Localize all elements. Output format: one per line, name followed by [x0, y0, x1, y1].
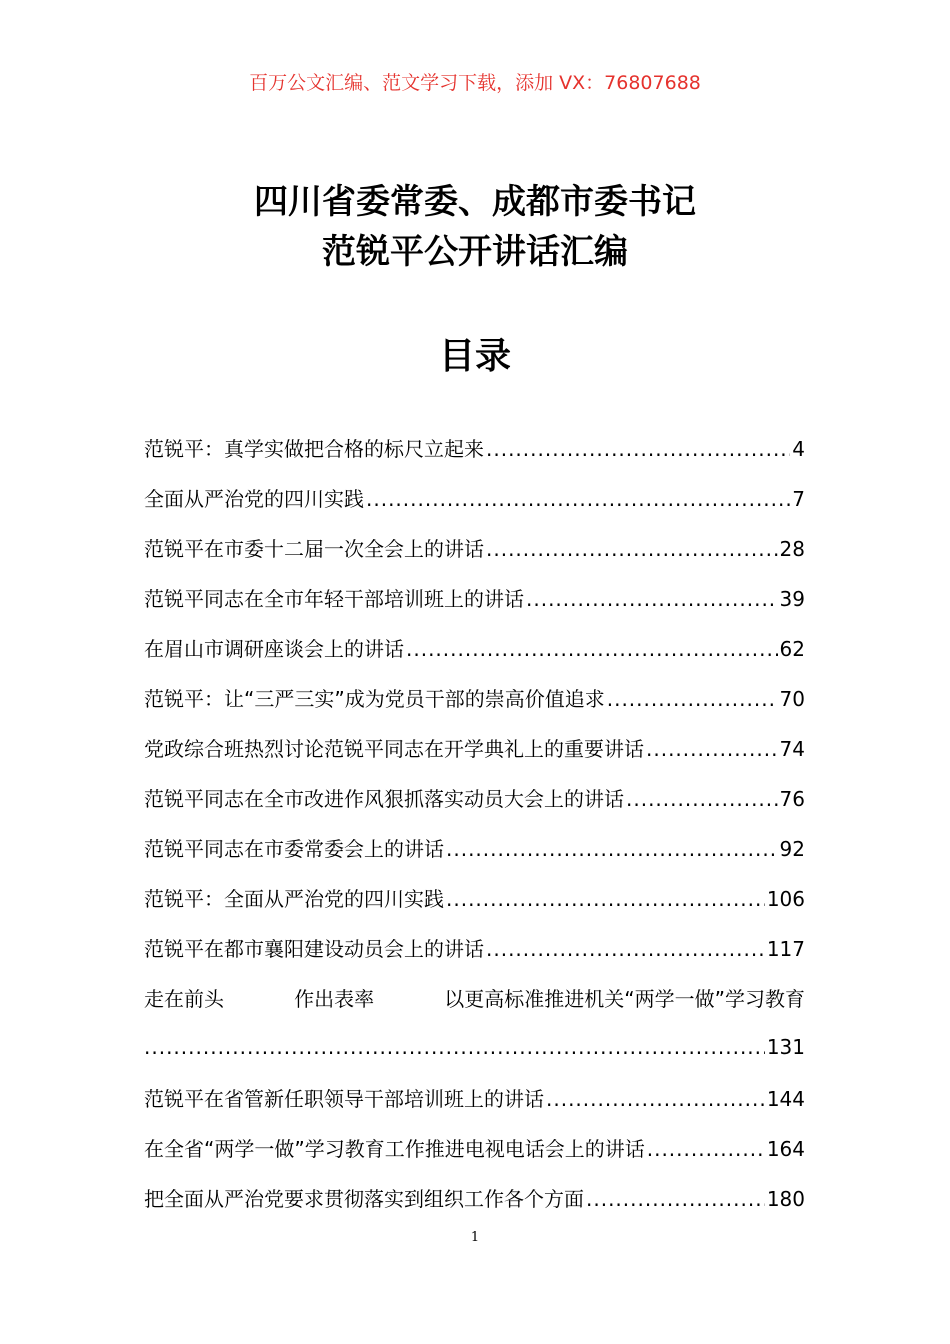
toc-entry-page: 131	[766, 1035, 805, 1059]
toc-entry-title-part: 以更高标准推进机关“两学一做”学习教育	[444, 987, 805, 1011]
toc-entry-title: 范锐平在市委十二届一次全会上的讲话	[144, 537, 484, 561]
dot-leader	[144, 1030, 765, 1064]
dot-leader	[586, 1182, 765, 1216]
toc-entry-page: 62	[779, 637, 805, 661]
toc-entry[interactable]	[144, 1082, 805, 1132]
toc-entry[interactable]	[144, 932, 805, 982]
toc-entry[interactable]	[144, 1182, 805, 1232]
dot-leader	[546, 1082, 765, 1116]
dot-leader	[647, 1132, 765, 1166]
toc-entry-title: 范锐平同志在全市改进作风狠抓落实动员大会上的讲话	[144, 787, 624, 811]
document-title-line2: 范锐平公开讲话汇编	[322, 232, 628, 272]
toc-entry-page: 92	[779, 837, 805, 861]
toc-entry-page: 4	[792, 437, 805, 461]
dot-leader	[446, 832, 778, 866]
toc-entry-title: 范锐平同志在市委常委会上的讲话	[144, 837, 444, 861]
page-number: 1	[470, 1230, 480, 1245]
dot-leader	[526, 582, 778, 616]
toc-entry-title: 在眉山市调研座谈会上的讲话	[144, 637, 404, 661]
dot-leader	[366, 482, 790, 516]
toc-entry-page: 7	[792, 487, 805, 511]
document-title-line1: 四川省委常委、成都市委书记	[254, 182, 696, 222]
toc-entry-title: 在全省“两学一做”学习教育工作推进电视电话会上的讲话	[144, 1137, 645, 1161]
dot-leader	[486, 532, 778, 566]
toc-entry-title: 把全面从严治党要求贯彻落实到组织工作各个方面	[144, 1187, 584, 1211]
dot-leader	[406, 632, 778, 666]
toc-entry[interactable]	[144, 582, 805, 632]
toc-entry-title: 范锐平：全面从严治党的四川实践	[144, 887, 444, 911]
dot-leader	[446, 882, 765, 916]
dot-leader	[486, 932, 765, 966]
toc-entry-title: 范锐平在省管新任职领导干部培训班上的讲话	[144, 1087, 544, 1111]
toc-entry-page: 74	[779, 737, 805, 761]
toc-entry-page: 39	[779, 587, 805, 611]
toc-entry-page: 144	[766, 1087, 805, 1111]
toc-entry[interactable]	[144, 832, 805, 882]
toc-entry[interactable]	[144, 432, 805, 482]
toc-entry[interactable]	[144, 782, 805, 832]
toc-entry[interactable]	[144, 682, 805, 732]
toc-entry-title: 范锐平：真学实做把合格的标尺立起来	[144, 437, 484, 461]
toc-entry[interactable]	[144, 1132, 805, 1182]
table-of-contents	[144, 432, 805, 1232]
toc-entry[interactable]	[144, 632, 805, 682]
toc-entry-page: 164	[766, 1137, 805, 1161]
toc-entry[interactable]	[144, 482, 805, 532]
toc-entry-page: 28	[779, 537, 805, 561]
toc-entry[interactable]	[144, 732, 805, 782]
toc-entry-page: 70	[779, 687, 805, 711]
toc-entry-title: 党政综合班热烈讨论范锐平同志在开学典礼上的重要讲话	[144, 737, 644, 761]
toc-entry-title: 范锐平：让“三严三实”成为党员干部的崇高价值追求	[144, 687, 605, 711]
dot-leader	[607, 682, 778, 716]
toc-entry-page: 106	[766, 887, 805, 911]
toc-entry-title: 全面从严治党的四川实践	[144, 487, 364, 511]
toc-entry-page: 117	[766, 937, 805, 961]
toc-heading: 目录	[438, 336, 511, 377]
toc-entry-page: 180	[766, 1187, 805, 1211]
dot-leader	[626, 782, 778, 816]
toc-entry-page: 76	[779, 787, 805, 811]
toc-entry-title-part: 走在前头	[144, 987, 224, 1011]
toc-entry[interactable]	[144, 532, 805, 582]
toc-entry[interactable]	[144, 882, 805, 932]
toc-entry-title-part: 作出表率	[294, 987, 375, 1011]
dot-leader	[486, 432, 790, 466]
watermark-text: 百万公文汇编、范文学习下载，添加 VX：76807688	[249, 72, 701, 94]
toc-entry-title: 范锐平同志在全市年轻干部培训班上的讲话	[144, 587, 524, 611]
dot-leader	[646, 732, 778, 766]
toc-entry[interactable]	[144, 982, 805, 1082]
toc-entry-title: 范锐平在都市襄阳建设动员会上的讲话	[144, 937, 484, 961]
